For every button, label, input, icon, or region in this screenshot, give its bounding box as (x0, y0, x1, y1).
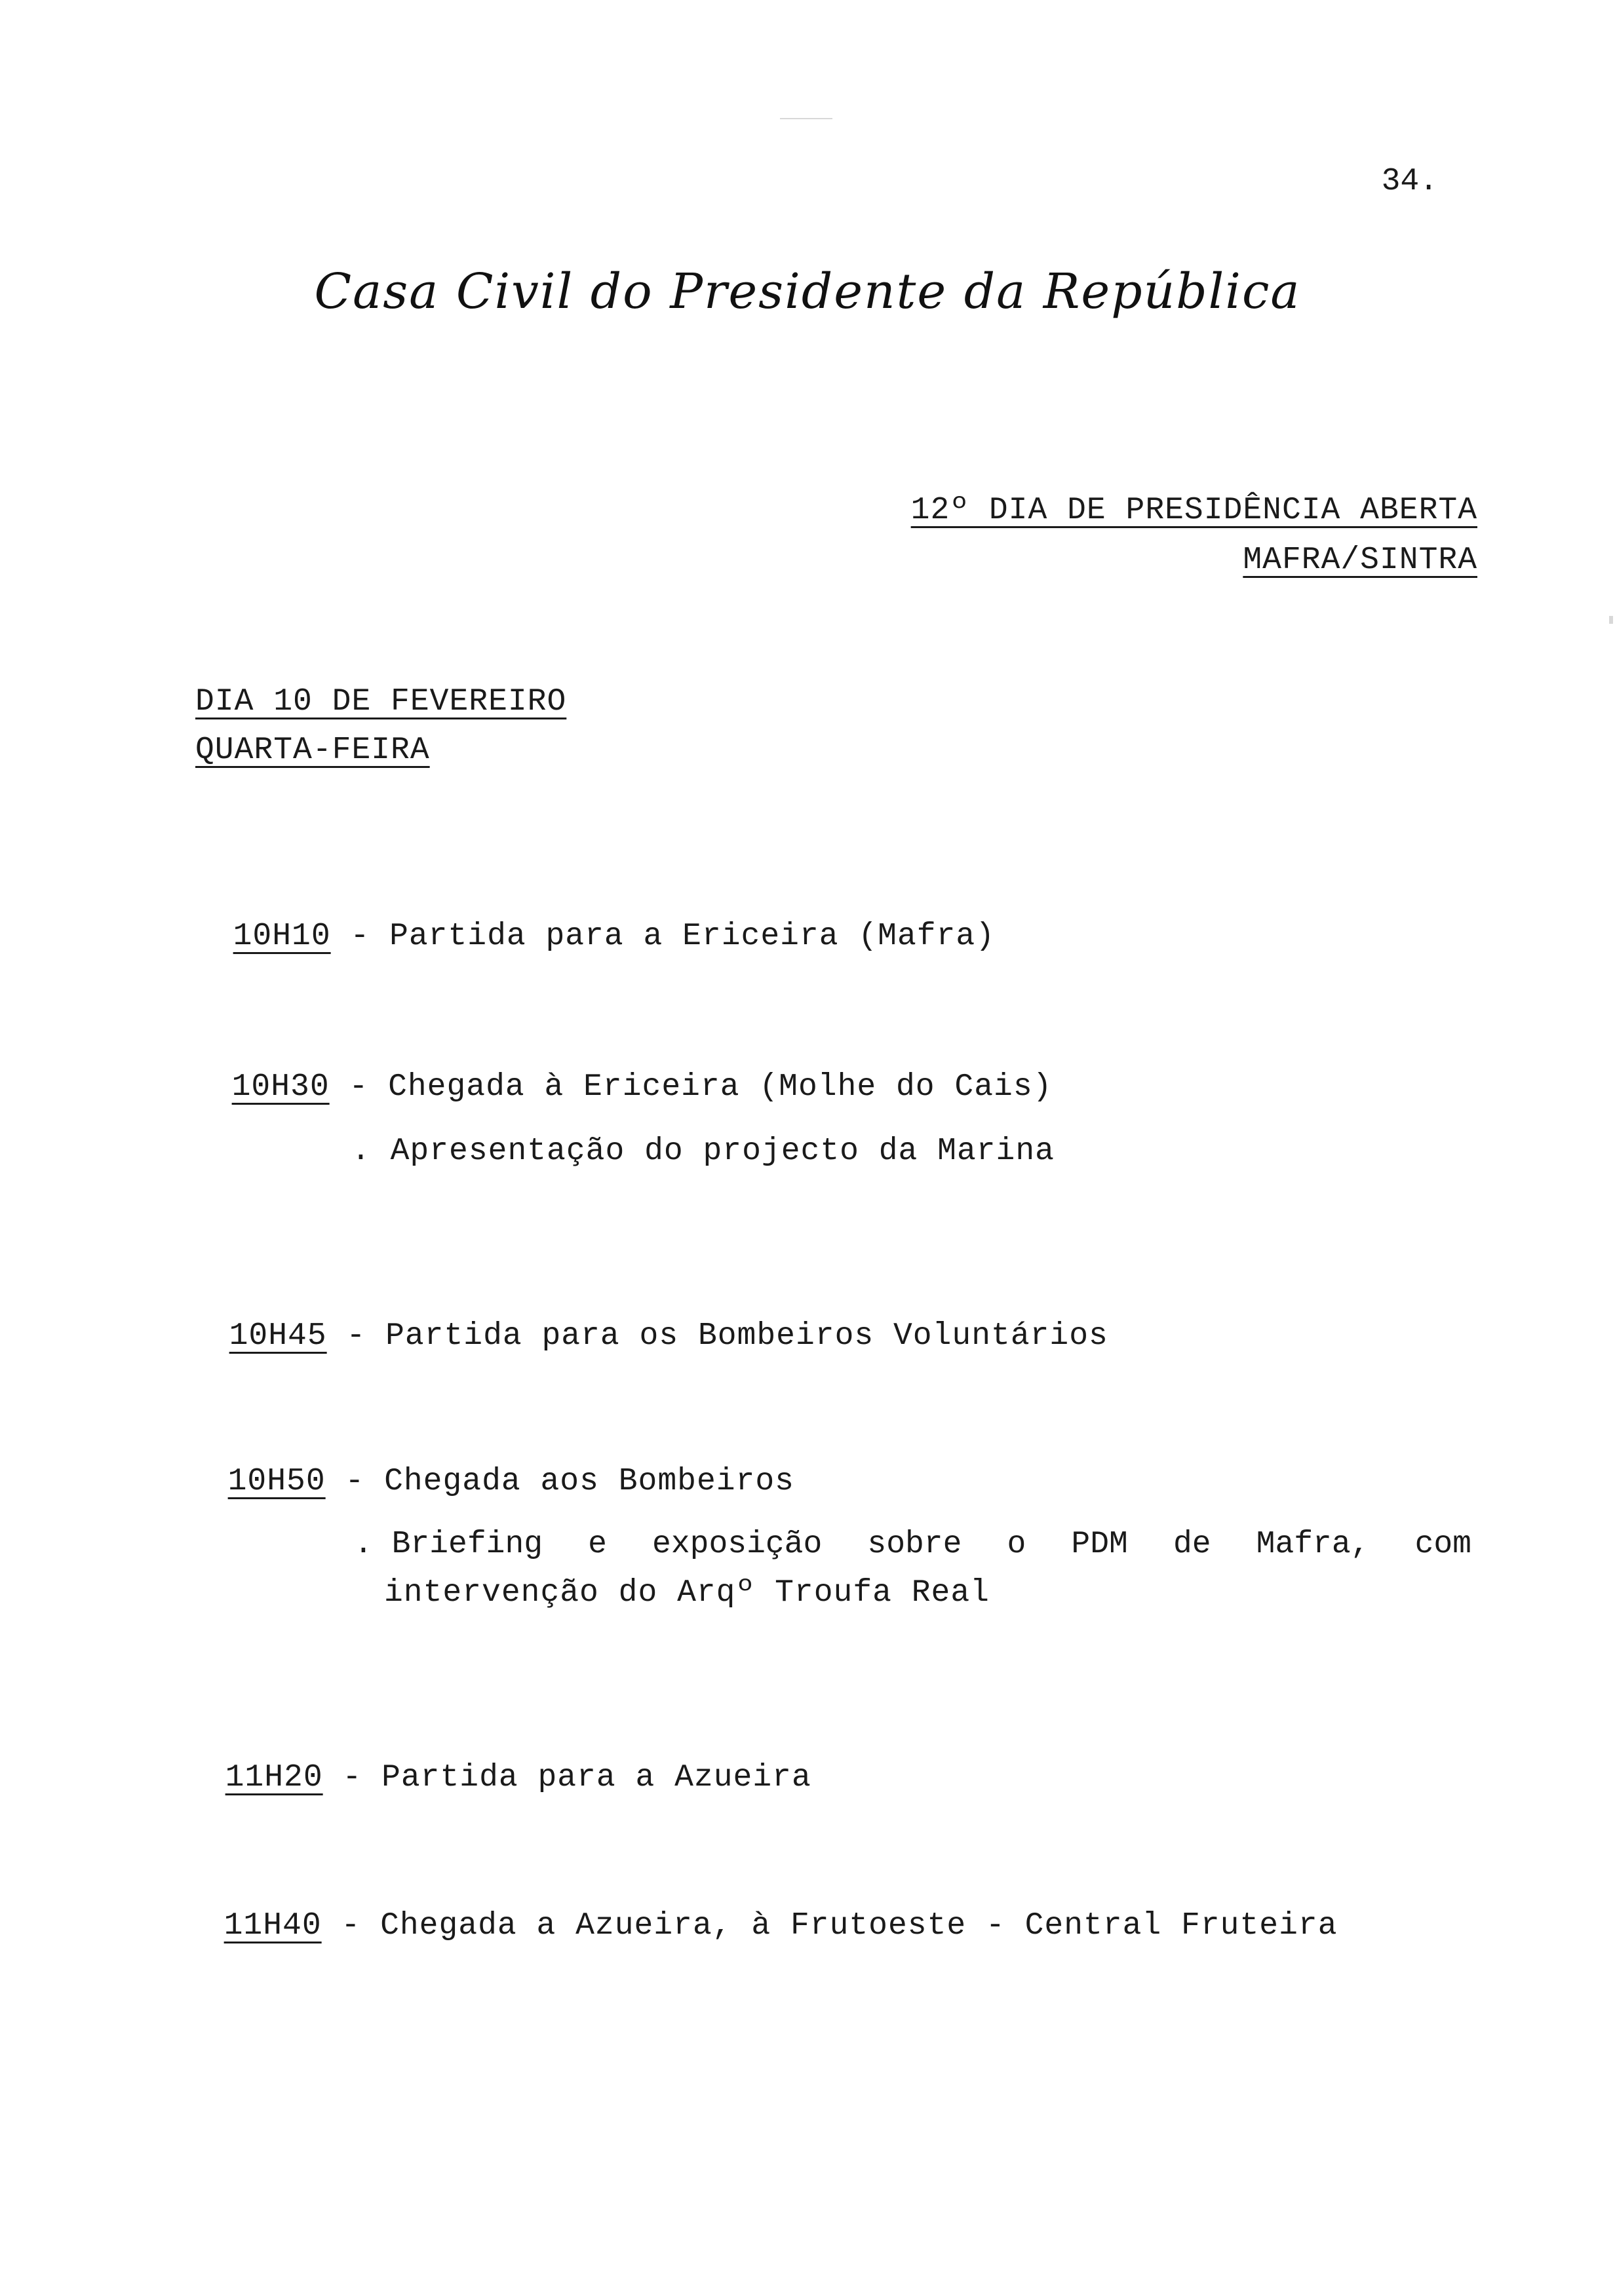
schedule-separator: - (326, 1318, 386, 1354)
bullet-word: Mafra, (1256, 1527, 1370, 1562)
event-location: MAFRA/SINTRA (1243, 543, 1477, 578)
schedule-separator: - (321, 1908, 381, 1943)
schedule-separator: - (322, 1760, 382, 1795)
schedule-text: Chegada à Ericeira (Molhe do Cais) (388, 1069, 1053, 1105)
bullet-word: com (1414, 1527, 1471, 1562)
schedule-time: 10H45 (229, 1318, 327, 1354)
schedule-separator: - (330, 919, 390, 954)
bullet-word: de (1173, 1527, 1211, 1562)
schedule-bullet-line (354, 1527, 1471, 1562)
schedule-bullet: . Apresentação do projecto da Marina (351, 1134, 1055, 1169)
bullet-word: o (1007, 1527, 1026, 1562)
schedule-item (185, 1873, 1338, 1943)
schedule-time: 11H20 (225, 1760, 323, 1795)
bullet-word: . Briefing (354, 1527, 543, 1562)
schedule-item (193, 1034, 1052, 1105)
schedule-item (190, 1283, 1108, 1354)
event-title: 12º DIA DE PRESIDÊNCIA ABERTA (910, 493, 1477, 528)
schedule-time: 10H50 (227, 1464, 326, 1499)
bullet-word: e (588, 1527, 607, 1562)
schedule-text: Partida para os Bombeiros Voluntários (385, 1318, 1108, 1354)
schedule-item (189, 1428, 794, 1499)
schedule-bullet-continuation: intervenção do Arqº Troufa Real (384, 1575, 990, 1611)
schedule-text: Partida para a Ericeira (Mafra) (389, 919, 996, 954)
schedule-text: Chegada aos Bombeiros (384, 1464, 794, 1499)
schedule-text: Partida para a Azueira (381, 1760, 811, 1795)
schedule-separator: - (325, 1464, 385, 1499)
bullet-word: sobre (867, 1527, 962, 1562)
bullet-word: PDM (1071, 1527, 1128, 1562)
letterhead-signature: Casa Civil do Presidente da República (314, 263, 1301, 320)
date-day: DIA 10 DE FEVEREIRO (195, 684, 567, 719)
date-weekday: QUARTA-FEIRA (195, 733, 430, 768)
schedule-time: 10H30 (231, 1069, 330, 1105)
schedule-time: 10H10 (233, 919, 331, 954)
bullet-word: exposição (652, 1527, 823, 1562)
schedule-text: Chegada a Azueira, à Frutoeste - Central Fruteira (380, 1908, 1338, 1943)
schedule-item (186, 1725, 811, 1795)
schedule-time: 11H40 (224, 1908, 322, 1943)
schedule-item (194, 883, 995, 954)
scan-mark (1609, 616, 1613, 624)
scan-mark (780, 118, 832, 119)
schedule-separator: - (329, 1069, 389, 1105)
page-number: 34. (1381, 164, 1438, 199)
